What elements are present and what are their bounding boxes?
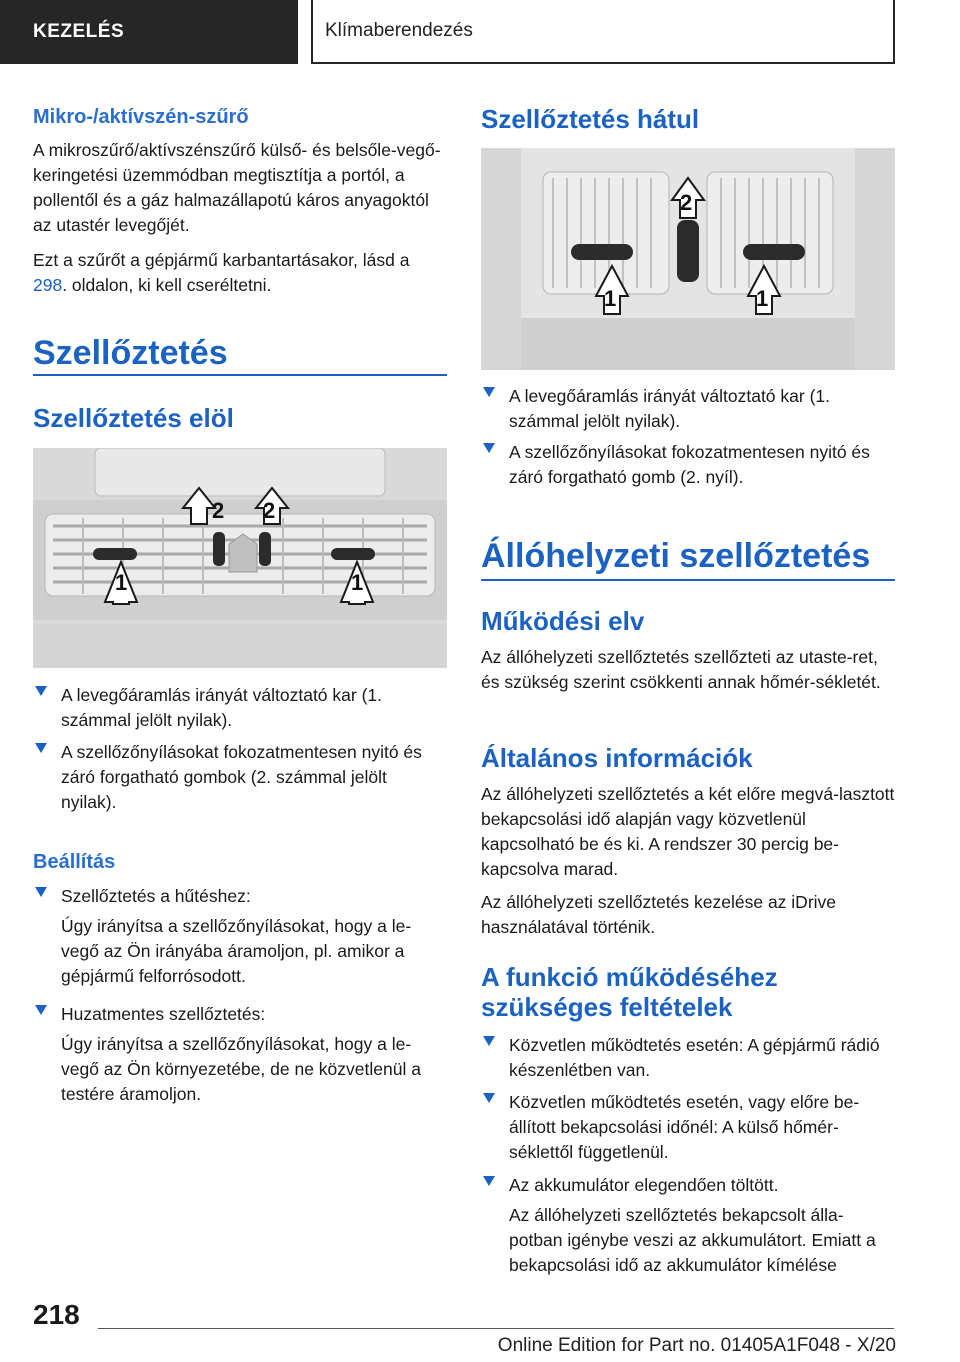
- parking-ventilation-title: Állóhelyzeti szellőztetés: [481, 537, 871, 575]
- setting-heading: Beállítás: [33, 851, 116, 873]
- filter-paragraph-2-pre: Ezt a szűrőt a gépjármű karbantartásakor, lásd a: [33, 250, 410, 270]
- filter-paragraph-2-post: . oldalon, ki kell cseréltetni.: [62, 275, 272, 295]
- condition-bullet-1-text: Közvetlen működtetés esetén: A gépjármű rádió készenlétben van.: [509, 1035, 880, 1080]
- front-fig-label-1b: 1: [351, 570, 364, 595]
- rear-fig-label-2: 2: [680, 190, 693, 215]
- bullet-triangle-icon: [483, 387, 495, 397]
- bullet-triangle-icon: [35, 743, 47, 753]
- general-info-paragraph-1: Az állóhelyzeti szellőztetés a két előre megvá-lasztott bekapcsolási idő alapján vagy közvetlenül kapcsolható be és ki. A rendszer 30 percig be-kapcsolva marad.: [481, 784, 895, 879]
- rear-bullet-1: [481, 384, 895, 434]
- condition-bullet-3-detail: Az állóhelyzeti szellőztetés bekapcsolt álla-potban igénybe veszi az akkumulátort. Emiatt a bekapcsolási idő az akkumulátor kímélése: [509, 1205, 876, 1275]
- filter-paragraph-2: [33, 248, 447, 298]
- page-number: 218: [33, 1299, 80, 1330]
- bullet-triangle-icon: [35, 887, 47, 897]
- rear-bullet-2: [481, 440, 895, 490]
- condition-bullet-2-text: Közvetlen működtetés esetén, vagy előre be-állított bekapcsolási időnél: A külső hőmér-séklettől függetlenül.: [509, 1092, 860, 1162]
- principle-text: Az állóhelyzeti szellőztetés szellőzteti az utaste-ret, és szükség szerint csökkenti annak hőmér-sékletét.: [481, 647, 881, 692]
- front-bullet-1-text: A levegőáramlás irányát változtató kar (1. számmal jelölt nyilak).: [61, 685, 382, 730]
- conditions-heading-line-1: A funkció működéséhez: [481, 962, 778, 992]
- bullet-triangle-icon: [483, 443, 495, 453]
- page-reference-link[interactable]: 298: [33, 275, 63, 295]
- rear-bullet-2-text: A szellőzőnyílásokat fokozatmentesen nyitó és záró forgatható gomb (2. nyíl).: [509, 442, 870, 487]
- principle-heading: Működési elv: [481, 606, 645, 636]
- front-fig-label-2a: 2: [212, 498, 225, 523]
- setting-bullet-1-text: Szellőztetés a hűtéshez:: [61, 886, 251, 906]
- filter-paragraph-1: A mikroszűrő/aktívszénszűrő külső- és belsőle-vegő-keringetési üzemmódban megtisztítja a portól, a pollentől és a gáz halmazállapotú káros anyagoktól az utastér levegőjét.: [33, 140, 441, 235]
- footer-rule: [98, 1328, 894, 1329]
- condition-bullet-3-text: Az akkumulátor elegendően töltött.: [509, 1175, 779, 1195]
- general-info-paragraph-2: Az állóhelyzeti szellőztetés kezelése az iDrive használatával történik.: [481, 892, 837, 937]
- header-section-label: KEZELÉS: [0, 0, 298, 64]
- filter-heading: Mikro-/aktívszén-szűrő: [33, 106, 249, 128]
- bullet-triangle-icon: [35, 686, 47, 696]
- front-vent-illustration: [33, 448, 447, 668]
- front-bullet-2-text: A szellőzőnyílásokat fokozatmentesen nyitó és záró forgatható gombok (2. számmal jelölt nyilak).: [61, 742, 422, 812]
- header-chapter-label: Klímaberendezés: [311, 0, 895, 64]
- setting-bullet-2-detail: Úgy irányítsa a szellőzőnyílásokat, hogy a le-vegő az Ön környezetébe, de ne közvetlenül a testére áramoljon.: [61, 1034, 421, 1104]
- bullet-triangle-icon: [35, 1005, 47, 1015]
- ventilation-title-rule: [33, 374, 447, 376]
- front-bullet-2: [33, 740, 447, 815]
- front-fig-label-1a: 1: [115, 570, 128, 595]
- setting-bullet-1: [33, 884, 447, 909]
- general-info-heading: Általános információk: [481, 743, 753, 773]
- front-bullet-1: [33, 683, 447, 733]
- rear-ventilation-heading: Szellőztetés hátul: [481, 104, 700, 134]
- setting-bullet-2-text: Huzatmentes szellőztetés:: [61, 1004, 266, 1024]
- front-fig-label-2b: 2: [263, 498, 276, 523]
- bullet-triangle-icon: [483, 1176, 495, 1186]
- conditions-heading-line-2: szükséges feltételek: [481, 992, 733, 1022]
- rear-bullet-1-text: A levegőáramlás irányát változtató kar (1. számmal jelölt nyilak).: [509, 386, 830, 431]
- ventilation-title: Szellőztetés: [33, 334, 228, 372]
- rear-vent-figure: [481, 148, 895, 370]
- rear-fig-label-1b: 1: [756, 286, 769, 311]
- condition-bullet-3: [481, 1173, 895, 1198]
- parking-ventilation-rule: [481, 579, 895, 581]
- condition-bullet-1: [481, 1033, 895, 1083]
- condition-bullet-2: [481, 1090, 895, 1165]
- setting-bullet-1-detail: Úgy irányítsa a szellőzőnyílásokat, hogy a le-vegő az Ön irányába áramoljon, pl. amikor a gépjármű felforrósodott.: [61, 916, 412, 986]
- rear-vent-illustration: [481, 148, 895, 370]
- front-vent-figure: [33, 448, 447, 668]
- rear-fig-label-1a: 1: [604, 286, 617, 311]
- bullet-triangle-icon: [483, 1093, 495, 1103]
- setting-bullet-2: [33, 1002, 447, 1027]
- front-ventilation-heading: Szellőztetés elöl: [33, 403, 234, 433]
- footer-edition-text: Online Edition for Part no. 01405A1F048 - X/20: [497, 1335, 896, 1356]
- bullet-triangle-icon: [483, 1036, 495, 1046]
